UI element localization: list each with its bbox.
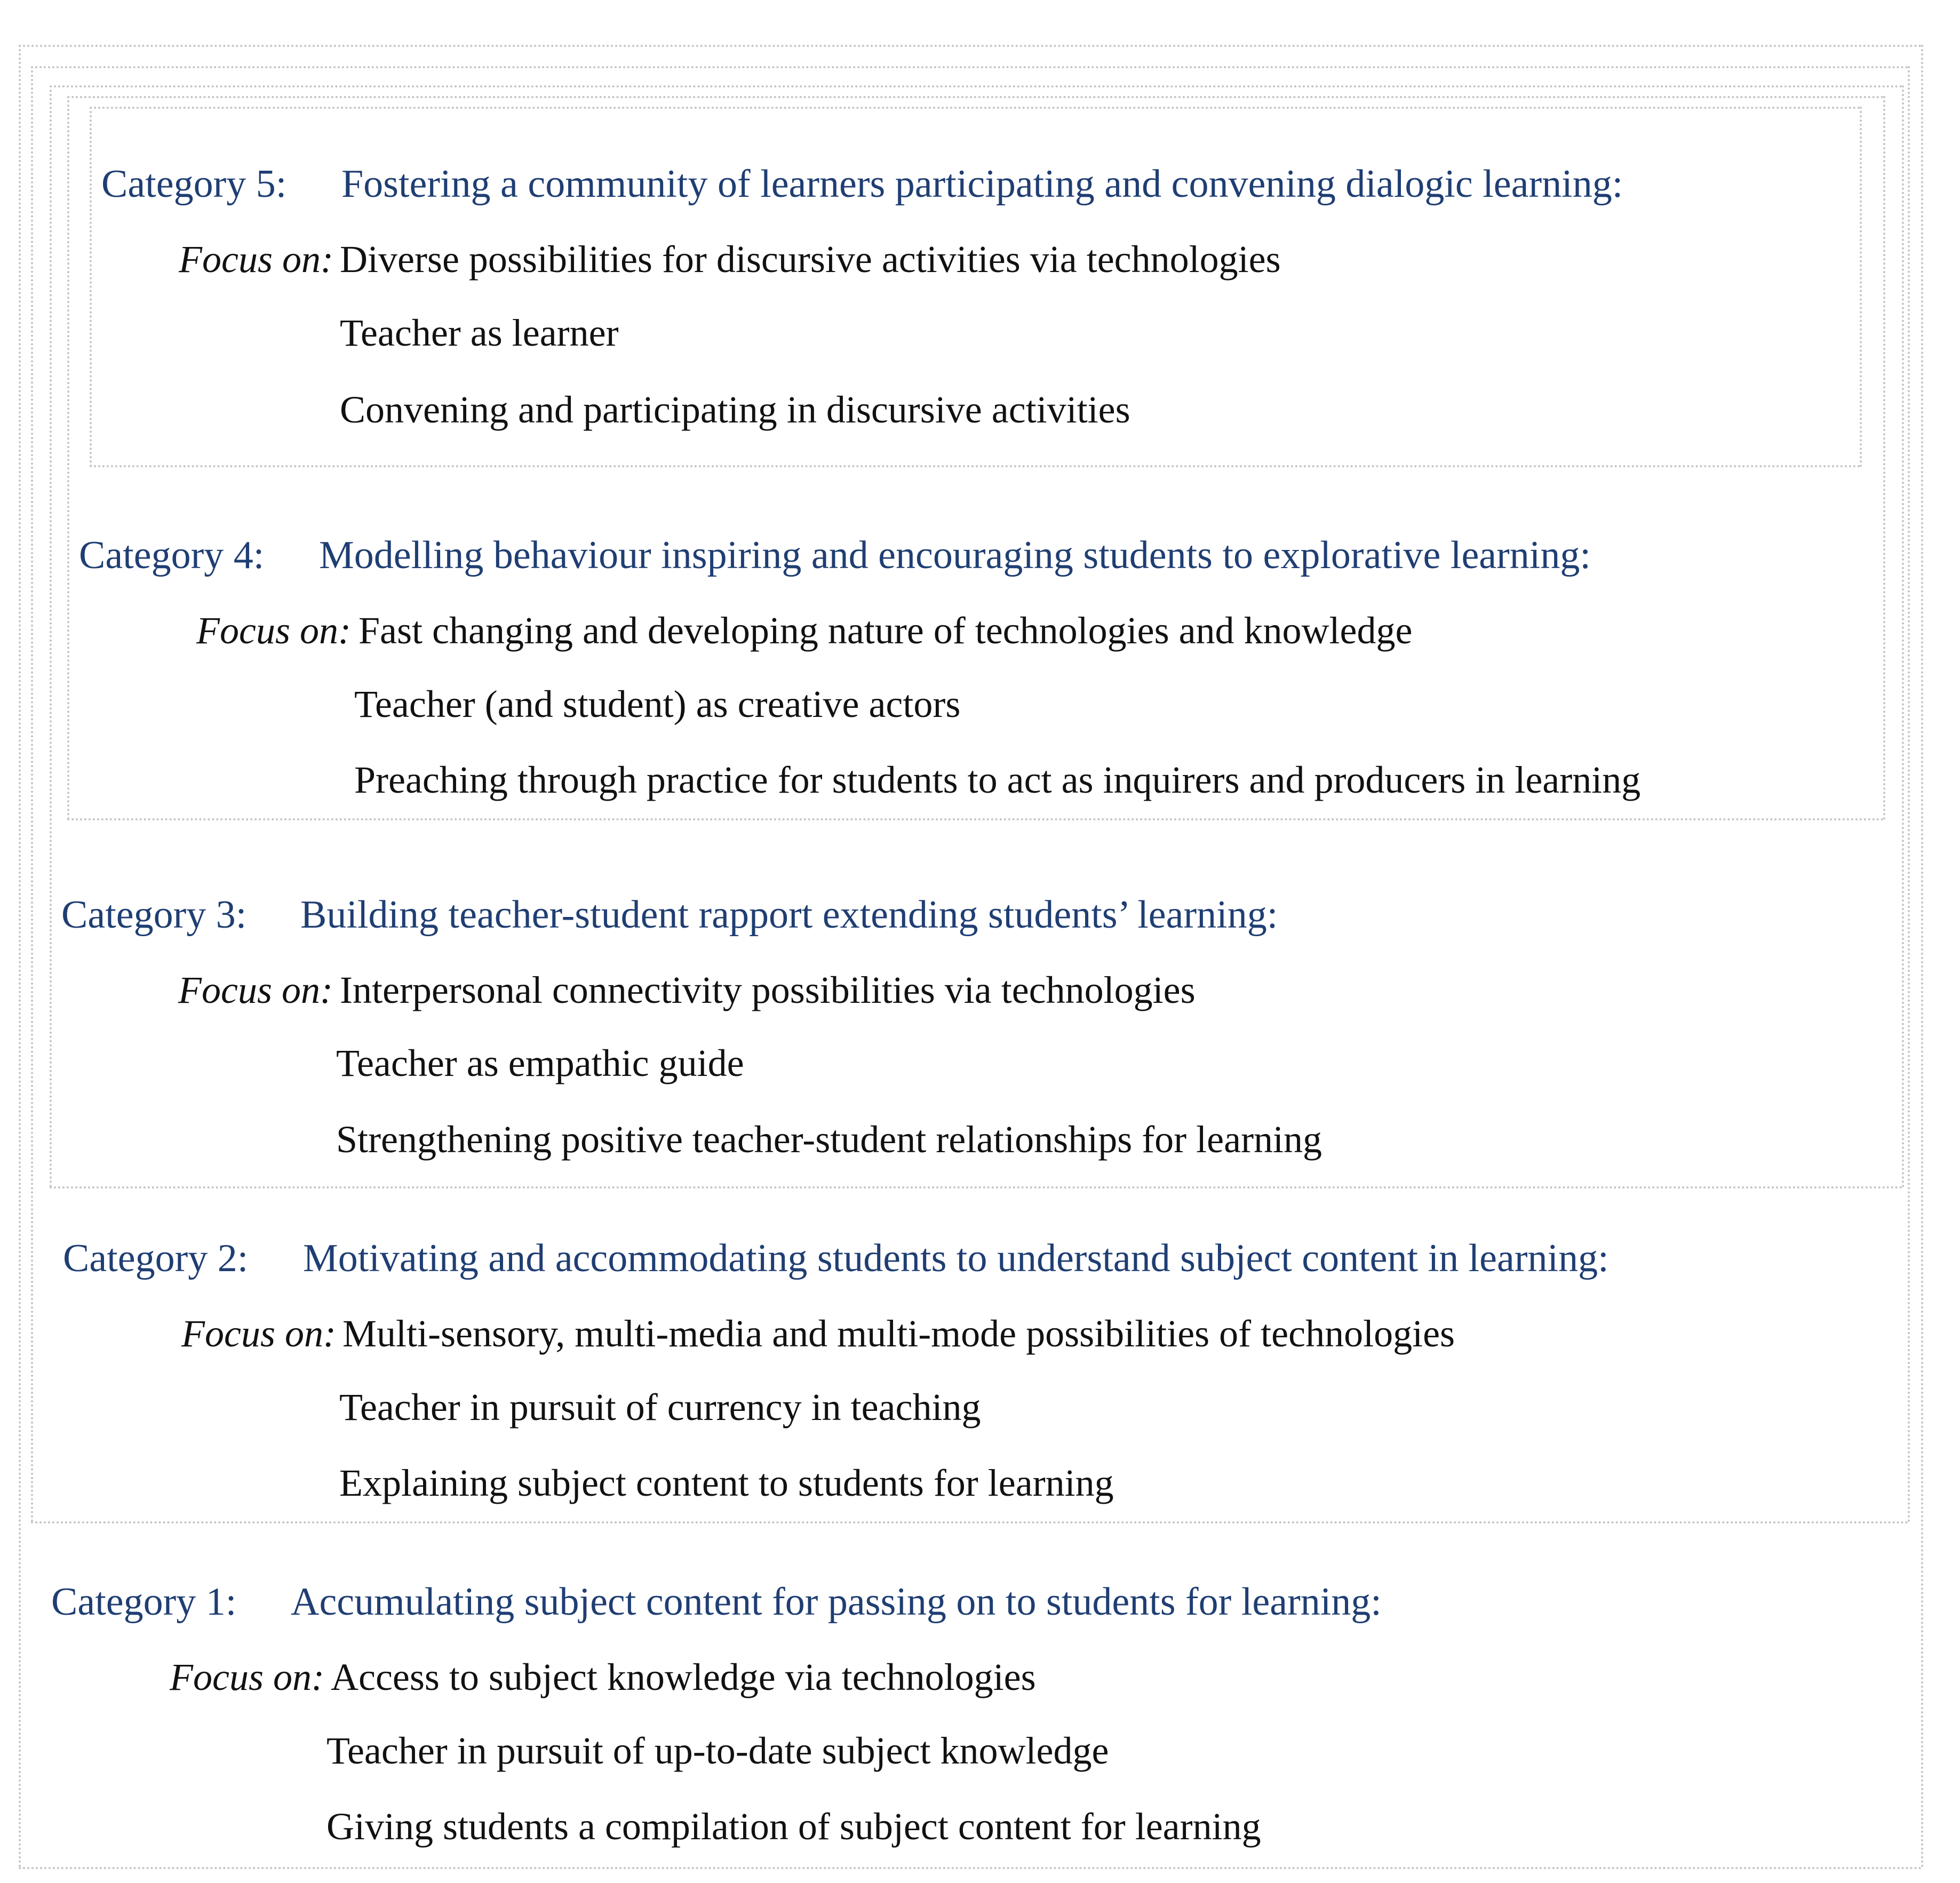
- category-2-focus-item-3: Explaining subject content to students for learning: [339, 1462, 1114, 1504]
- category-5-focus-label: Focus on:: [179, 238, 333, 281]
- category-2-title: Motivating and accommodating students to understand subject content in learning:: [303, 1236, 1609, 1280]
- category-5-focus-item-2: Teacher as learner: [340, 312, 619, 354]
- category-4-focus-item-1: Fast changing and developing nature of technologies and knowledge: [358, 609, 1413, 652]
- category-1-title: Accumulating subject content for passing on to students for learning:: [291, 1580, 1382, 1624]
- category-3-number: Category 3:: [61, 893, 247, 937]
- category-2-focus-item-2: Teacher in pursuit of currency in teaching: [339, 1386, 981, 1429]
- category-5-focus-item-1: Diverse possibilities for discursive activities via technologies: [340, 238, 1281, 281]
- category-4-focus-item-2: Teacher (and student) as creative actors: [354, 683, 961, 725]
- category-4-number: Category 4:: [79, 533, 265, 577]
- category-3-focus-item-2: Teacher as empathic guide: [336, 1042, 744, 1084]
- category-5-title: Fostering a community of learners participating and convening dialogic learning:: [341, 162, 1623, 206]
- category-1-focus-item-3: Giving students a compilation of subject content for learning: [326, 1805, 1261, 1848]
- category-2-number: Category 2:: [63, 1236, 249, 1280]
- category-4-focus-item-3: Preaching through practice for students to act as inquirers and producers in learning: [354, 759, 1641, 801]
- category-3-focus-item-3: Strengthening positive teacher-student relationships for learning: [336, 1118, 1322, 1161]
- category-3-focus-item-1: Interpersonal connectivity possibilities via technologies: [340, 969, 1196, 1011]
- category-5-focus-item-3: Convening and participating in discursive activities: [340, 388, 1130, 431]
- category-1-number: Category 1:: [51, 1580, 237, 1624]
- category-4-title: Modelling behaviour inspiring and encouraging students to explorative learning:: [319, 533, 1591, 577]
- category-3-title: Building teacher-student rapport extending students’ learning:: [300, 893, 1278, 937]
- category-4-focus-label: Focus on:: [196, 609, 351, 652]
- category-1-focus-item-2: Teacher in pursuit of up-to-date subject knowledge: [326, 1729, 1109, 1772]
- category-2-focus-item-1: Multi-sensory, multi-media and multi-mode possibilities of technologies: [342, 1312, 1455, 1355]
- category-1-focus-item-1: Access to subject knowledge via technologies: [331, 1656, 1036, 1698]
- category-2-focus-label: Focus on:: [181, 1312, 336, 1355]
- category-1-focus-label: Focus on:: [170, 1656, 324, 1698]
- category-3-focus-label: Focus on:: [178, 969, 333, 1011]
- category-5-number: Category 5:: [101, 162, 287, 206]
